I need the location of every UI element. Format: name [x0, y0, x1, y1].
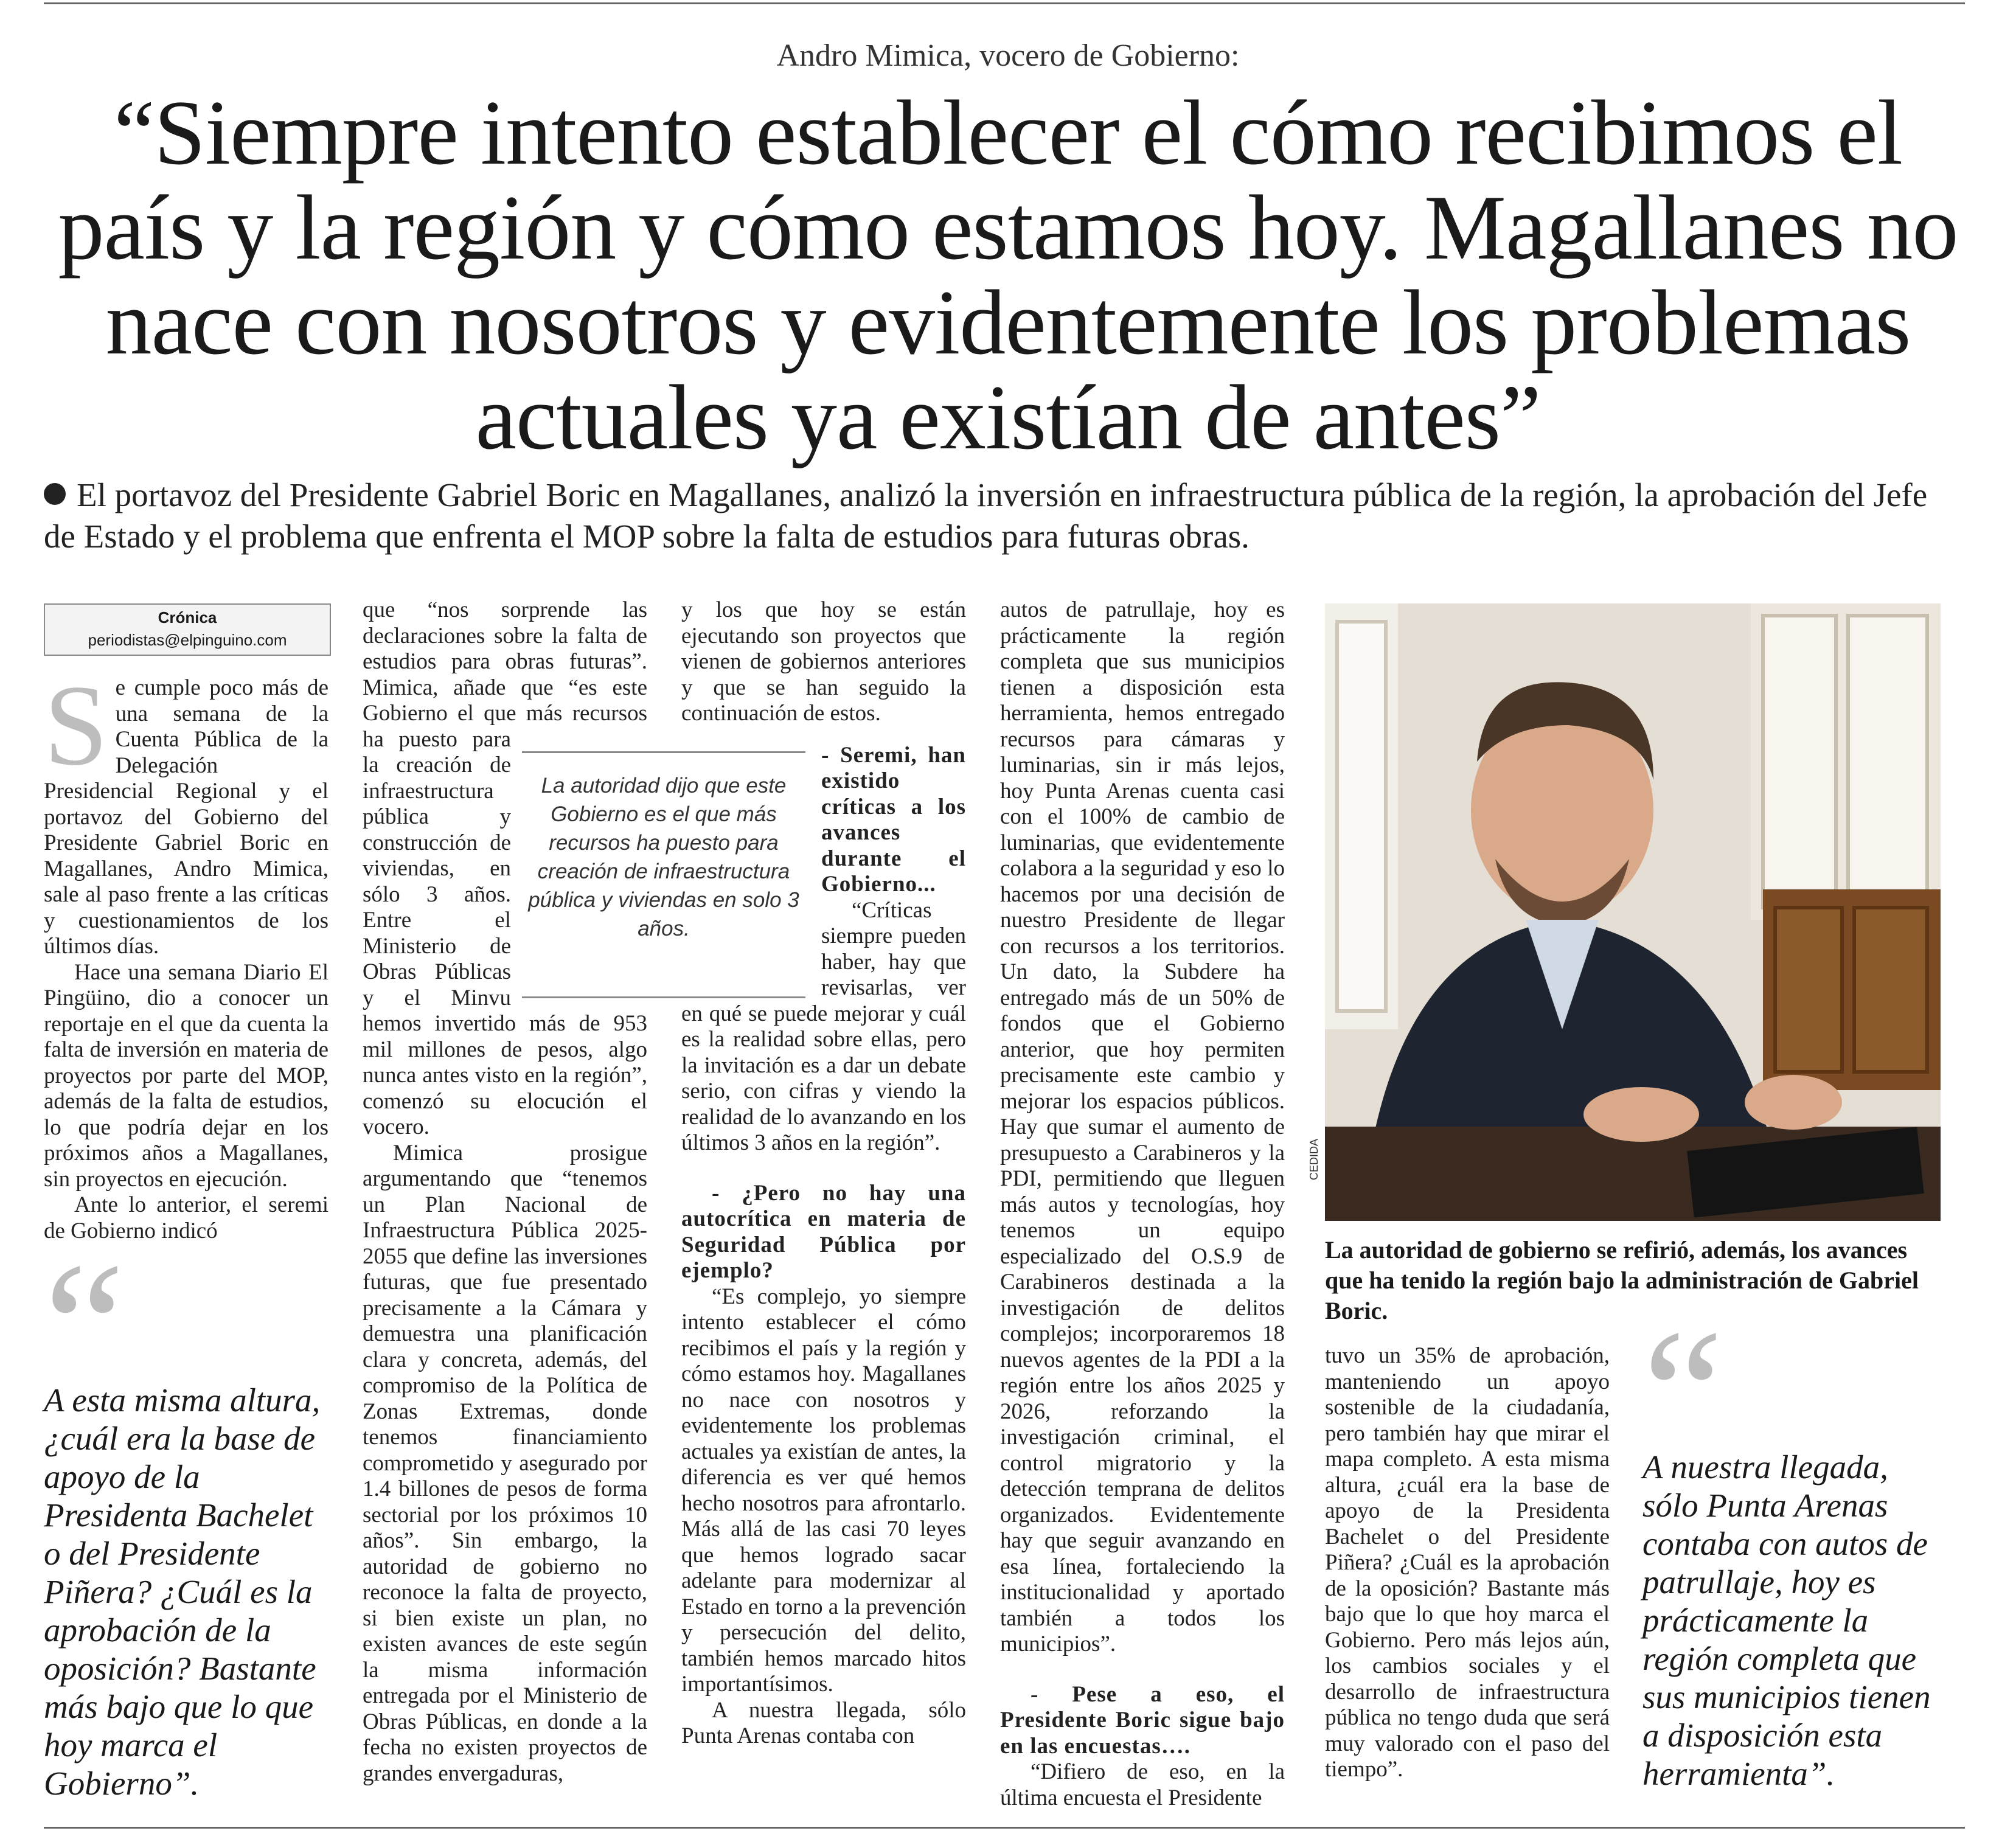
- paragraph: e cumple poco más de una semana de la Cuenta Pública de la Delegación Presidencial Regional y el portavoz del Gobierno del Presidente Gabriel Boric en Magallanes, Andro Mimica, sale al paso frente a las críticas y cuestionamientos de los últimos días.: [44, 675, 328, 959]
- pull-quote-text: A esta misma altura, ¿cuál era la base de apoyo de la Presidenta Bachelet o del Presidente Piñera? ¿Cuál es la aprobación de la oposición? Bastante más bajo que lo que hoy marca el Gobierno”.: [44, 1382, 321, 1802]
- quote-mark-icon: [44, 1265, 328, 1357]
- paragraph: “Críticas siempre pueden haber, hay que revisarlas, ver en qué se puede mejorar y cuál es la realidad sobre ellas, pero la invitación es a dar un debate serio, con cifras y viendo la realidad de lo avanzando en los últimos 3 años en la región”.: [681, 897, 966, 1155]
- portrait-illustration: [1325, 603, 1941, 1221]
- drop-cap: S: [44, 662, 108, 790]
- pull-quote-left: [44, 1265, 328, 1802]
- photo-caption: La autoridad de gobierno se refirió, además, los avances que ha tenido la región bajo la administración de Gabriel Boric.: [1325, 1236, 1919, 1324]
- interview-question: - Pese a eso, el Presidente Boric sigue bajo en las encuestas….: [1000, 1681, 1285, 1759]
- deck-text: El portavoz del Presidente Gabriel Boric en Magallanes, analizó la inversión en infraestructura pública de la región, la aprobación del Jefe de Estado y el problema que enfrenta el MOP sobre la falta de estudios para futuras obras.: [44, 476, 1928, 555]
- paragraph: “Difiero de eso, en la última encuesta el Presidente: [1000, 1759, 1285, 1810]
- column-1: [44, 662, 328, 1244]
- paragraph: Hace una semana Diario El Pingüino, dio a conocer un reportaje en el que da cuenta la falta de inversión en materia de proyectos por parte del MOP, además de la falta de estudios, lo que podría dejar en los próximos años a Magallanes, sin proyectos en ejecución.: [44, 959, 328, 1192]
- column-4: [1000, 597, 1285, 1811]
- photo-credit: CEDIDA: [1308, 1138, 1320, 1180]
- byline-email: periodistas@elpinguino.com: [88, 631, 287, 649]
- article-deck: [44, 474, 1966, 557]
- paragraph: que “nos sorprende las declaraciones sobre la falta de estudios para obras futuras”. Mimica, añade que “es este Gobierno el que más recursos ha puesto para la creación de infraestructura pública y construcción de viviendas, en sólo 3 años. Entre el Ministerio de Obras Públicas y el Minvu hemos invertido más de 953 mil millones de pesos, algo nunca antes visto en la región”, comenzó su elocución el vocero.: [363, 597, 647, 1139]
- column-3: [681, 597, 966, 1750]
- paragraph: Ante lo anterior, el seremi de Gobierno indicó: [44, 1192, 328, 1243]
- article-headline: “Siempre intento establecer el cómo recibimos el país y la región y cómo estamos hoy. Magallanes no nace con nosotros y evidentemente los problemas actuales ya existían de antes”: [58, 82, 1958, 468]
- pull-quote-right: [1642, 1332, 1941, 1793]
- quote-mark-icon: [1642, 1332, 1941, 1423]
- portrait-photo: [1325, 603, 1941, 1221]
- paragraph: autos de patrullaje, hoy es prácticamente la región completa que sus municipios tienen a disposición esta herramienta, hemos entregado recursos para cámaras y luminarias, sin ir más lejos, hoy Punta Arenas cuenta casi con el 100% de cambio de luminarias, que evidentemente colabora a la seguridad y eso lo hacemos por una decisión de nuestro Presidente de llegar con recursos a los territorios. Un dato, la Subdere ha entregado más de un 50% de fondos que el Gobierno anterior, que hoy permiten precisamente este cambio y mejorar los espacios públicos. Hay que sumar el aumento de presupuesto a Carabineros y la PDI, permitiendo que lleguen más autos y tecnologías, hoy tenemos un equipo especializado del O.S.9 de Carabineros destinada a la investigación de delitos complejos; incorporaremos 18 nuevos agentes de la PDI a la región entre los años 2025 y 2026, reforzando la investigación criminal, el control migratorio y la detección temprana de delitos organizados. Evidentemente hay que seguir avanzando en esa línea, fortaleciendo la institucionalidad y aportado también a todos los municipios”.: [1000, 597, 1285, 1656]
- section-label: Crónica: [158, 608, 217, 627]
- paragraph: tuvo un 35% de aprobación, manteniendo un apoyo sostenible de la ciudadanía, pero también hay que mirar el mapa completo. A esta misma altura, ¿cuál era la base de apoyo de la Presidenta Bachelet o del Presidente Piñera? ¿Cuál es la aprobación de la oposición? Bastante más bajo que lo que hoy marca el Gobierno. Pero más lejos aún, los cambios sociales y el desarrollo de infraestructura pública no tengo duda que será muy valorado con el paso del tiempo”.: [1325, 1343, 1610, 1782]
- byline-box: [44, 603, 331, 656]
- paragraph: Mimica prosigue argumentando que “tenemos un Plan Nacional de Infraestructura Pública 2025-2055 que define las inversiones futuras, que fue presentado precisamente a la Cámara y demuestra una planificación clara y concreta, además, del compromiso de la Política de Zonas Extremas, donde tenemos financiamiento comprometido y asegurado por 1.4 billones de pesos de forma sectorial por los próximos 10 años”. Sin embargo, la autoridad de gobierno no reconoce la falta de proyecto, si bien existe un plan, no existen avances de este según la misma información entregada por el Ministerio de Obras Públicas, en donde a la fecha no existen proyectos de grandes envergaduras,: [363, 1140, 647, 1786]
- pull-quote-text: A nuestra llegada, sólo Punta Arenas contaba con autos de patrullaje, hoy es prácticamente la región completa que sus municipios tienen a disposición esta herramienta”.: [1642, 1448, 1931, 1792]
- bullet-icon: [44, 483, 66, 505]
- paragraph: y los que hoy se están ejecutando son proyectos que vienen de gobiernos anteriores y que se han seguido la continuación de estos.: [681, 597, 966, 726]
- interview-question: - Seremi, han existido críticas a los avances durante el Gobierno...: [821, 742, 966, 897]
- paragraph: “Es complejo, yo siempre intento establecer el cómo recibimos el país y la región y cómo estamos hoy. Magallanes no nace con nosotros y evidentemente los problemas actuales ya existían de antes, la diferencia es ver qué hemos hecho nosotros para afrontarlo. Más allá de las casi 70 leyes que hemos logrado sacar adelante para modernizar al Estado en torno a la prevención y persecución del delito, también hemos marcado hitos importantísimos.: [681, 1284, 966, 1697]
- article-kicker: Andro Mimica, vocero de Gobierno:: [776, 38, 1240, 73]
- top-rule: [44, 2, 1965, 4]
- bottom-rule: [44, 1827, 1965, 1829]
- paragraph: A nuestra llegada, sólo Punta Arenas contaba con: [681, 1697, 966, 1748]
- column-5: [1325, 1343, 1610, 1783]
- interview-question: - ¿Pero no hay una autocrítica en materia de Seguridad Pública por ejemplo?: [681, 1180, 966, 1283]
- inset-quote: La autoridad dijo que este Gobierno es el que más recursos ha puesto para creación de infraestructura pública y viviendas en solo 3 años.: [522, 751, 805, 998]
